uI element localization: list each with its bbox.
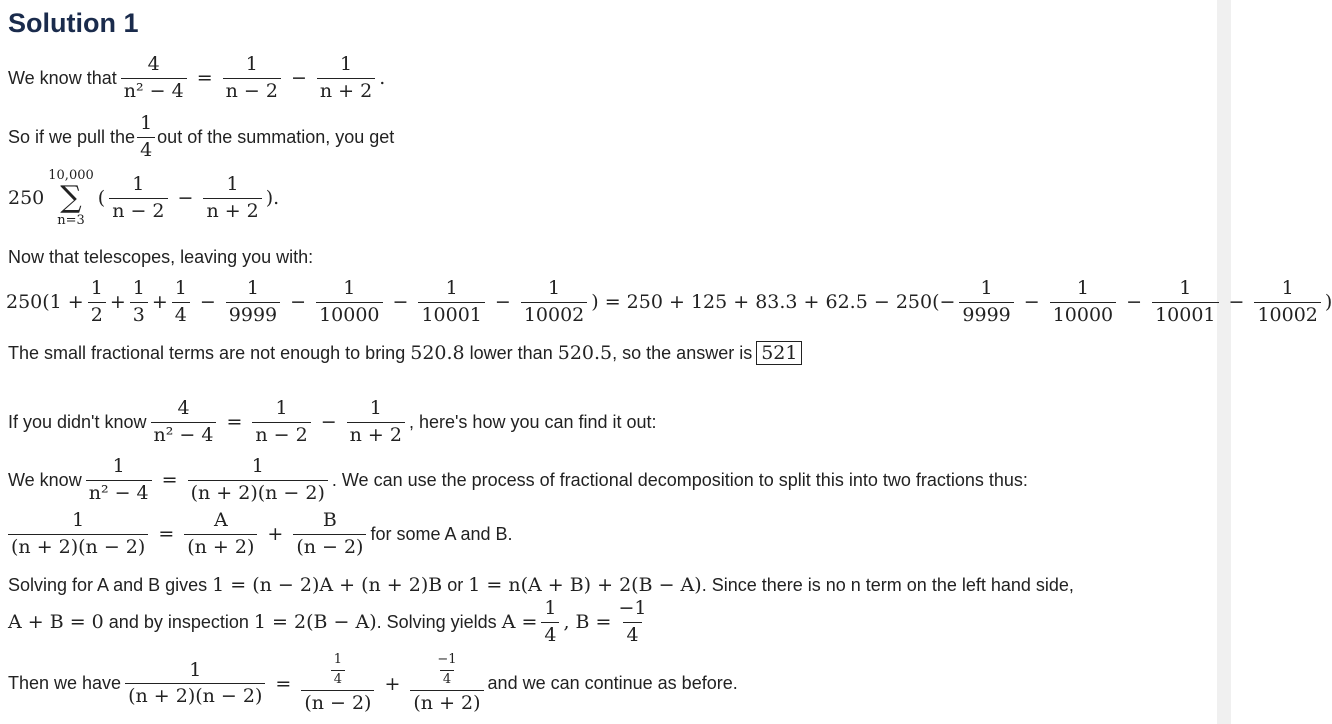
expr: ) = 250 + 125 + 83.3 + 62.5 − 250(−: [591, 291, 956, 314]
equation: 1 = (n − 2)A + (n + 2)B: [212, 574, 443, 596]
page-title: Solution 1: [8, 8, 139, 38]
decomposition-line: [8, 510, 513, 559]
operator: −: [199, 291, 216, 314]
text: and we can continue as before.: [487, 673, 738, 694]
text: , so the answer is: [612, 342, 753, 363]
operator: =: [158, 523, 175, 546]
fraction: $\frac{1}{10001}$: [1152, 278, 1218, 327]
text: . Solving yields: [376, 611, 497, 632]
fraction: $\frac{4}{\text{n² − 4}}$: [151, 398, 217, 447]
fraction: $\frac{1}{n + 2}$: [203, 174, 261, 223]
fraction: $\frac{1}{10001}$: [418, 278, 484, 327]
fraction: $\frac{1}{4}$: [137, 113, 155, 162]
fraction: $\frac{-1}{4}$: [618, 597, 647, 646]
operator: =: [161, 469, 178, 492]
operator: −: [1228, 291, 1245, 314]
text: and by inspection: [108, 611, 249, 632]
text: .: [379, 67, 386, 90]
fraction: $\frac{1}{9999}$: [959, 278, 1013, 327]
text: We know that: [8, 67, 117, 88]
fraction: $\frac{1}{10002}$: [521, 278, 587, 327]
expr: 250(1 +: [6, 291, 84, 314]
fraction: $\frac{1}{\text{n² − 4}}$: [86, 456, 152, 505]
fraction: $\frac{1}{9999}$: [226, 278, 280, 327]
fraction: $\frac{1}{2}$: [88, 278, 106, 327]
coefficient: 250: [8, 187, 45, 209]
fraction: $\frac{1}{n + 2}$: [347, 398, 405, 447]
solving-line: [8, 574, 1074, 596]
scrollbar[interactable]: [1217, 0, 1231, 724]
fraction: $\frac{4}{\text{n² − 4}}$: [121, 54, 187, 103]
text: for some A and B.: [370, 523, 513, 544]
text: or: [447, 574, 464, 595]
paren: (: [97, 187, 106, 209]
text: Solving for A and B gives: [8, 574, 208, 595]
fraction: $\frac{\frac{1}{4}}{(n - 2)}$: [301, 653, 374, 715]
result-line: [8, 653, 738, 715]
identity-line: [8, 54, 385, 103]
text: The small fractional terms are not enough to bring: [8, 342, 406, 363]
text: . Since there is no n term on the left hand side,: [701, 574, 1074, 595]
text: out of the summation, you get: [157, 126, 395, 147]
operator: +: [384, 672, 401, 695]
fraction: $\frac{1}{10000}$: [316, 278, 382, 327]
fraction: $\frac{1}{n - 2}$: [252, 398, 310, 447]
operator: −: [290, 67, 307, 90]
fraction: $\frac{1}{n - 2}$: [109, 174, 167, 223]
derivation-intro-line: [8, 398, 657, 447]
operator: =: [275, 672, 292, 695]
operator: −: [494, 291, 511, 314]
text: . We can use the process of fractional decomposition to split this into two fractions thus:: [331, 469, 1028, 490]
telescope-line: [8, 247, 313, 268]
equation: A =: [501, 611, 538, 634]
operator: +: [151, 291, 168, 314]
pull-out-line: [8, 113, 394, 162]
fraction: $\frac{1}{10002}$: [1254, 278, 1320, 327]
text: Then we have: [8, 673, 122, 694]
operator: −: [177, 187, 194, 209]
operator: −: [392, 291, 409, 314]
fraction: $\frac{1}{(n + 2)(n - 2)}$: [8, 510, 148, 559]
value: 520.8: [410, 342, 465, 364]
paren: ): [1324, 291, 1332, 314]
operator: −: [1023, 291, 1040, 314]
operator: +: [267, 523, 284, 546]
fraction: $\frac{B}{(n - 2)}$: [293, 510, 366, 559]
expansion-line: [6, 278, 1332, 327]
fraction: $\frac{1}{10000}$: [1050, 278, 1116, 327]
text: , here's how you can find it out:: [408, 411, 657, 432]
text: lower than: [469, 342, 553, 363]
factor-line: [8, 456, 1028, 505]
text: We know: [8, 469, 82, 490]
answer-line: [8, 341, 802, 365]
text: If you didn't know: [8, 411, 147, 432]
fraction: $\frac{1}{4}$: [541, 598, 559, 647]
value: 520.5: [557, 342, 613, 364]
answer-box: 521: [756, 341, 802, 365]
summation-line: [8, 168, 279, 228]
equation: , B =: [563, 611, 612, 634]
equation: 1 = n(A + B) + 2(B − A): [468, 574, 702, 596]
operator: =: [196, 67, 213, 90]
operator: −: [1126, 291, 1143, 314]
text: Now that telescopes, leaving you with:: [8, 247, 314, 267]
summation-sign: 10,000 ∑ n=3: [48, 168, 94, 228]
fraction: $\frac{A}{(n + 2)}$: [184, 510, 257, 559]
operator: −: [320, 411, 337, 434]
fraction: $\frac{1}{n - 2}$: [223, 54, 281, 103]
inspection-line: [8, 598, 654, 647]
equation: A + B = 0: [8, 611, 104, 634]
paren: ).: [265, 187, 280, 209]
operator: +: [109, 291, 126, 314]
operator: =: [226, 411, 243, 434]
text: So if we pull the: [8, 126, 136, 147]
operator: −: [290, 291, 307, 314]
equation: 1 = 2(B − A): [253, 611, 377, 634]
fraction: $\frac{1}{4}$: [172, 278, 190, 327]
fraction: $\frac{1}{(n + 2)(n - 2)}$: [188, 456, 328, 505]
fraction: $\frac{1}{n + 2}$: [317, 54, 375, 103]
fraction: $\frac{\frac{-1}{4}}{(n + 2)}$: [410, 653, 483, 715]
fraction: $\frac{1}{3}$: [130, 278, 148, 327]
fraction: $\frac{1}{(n + 2)(n - 2)}$: [125, 660, 265, 709]
